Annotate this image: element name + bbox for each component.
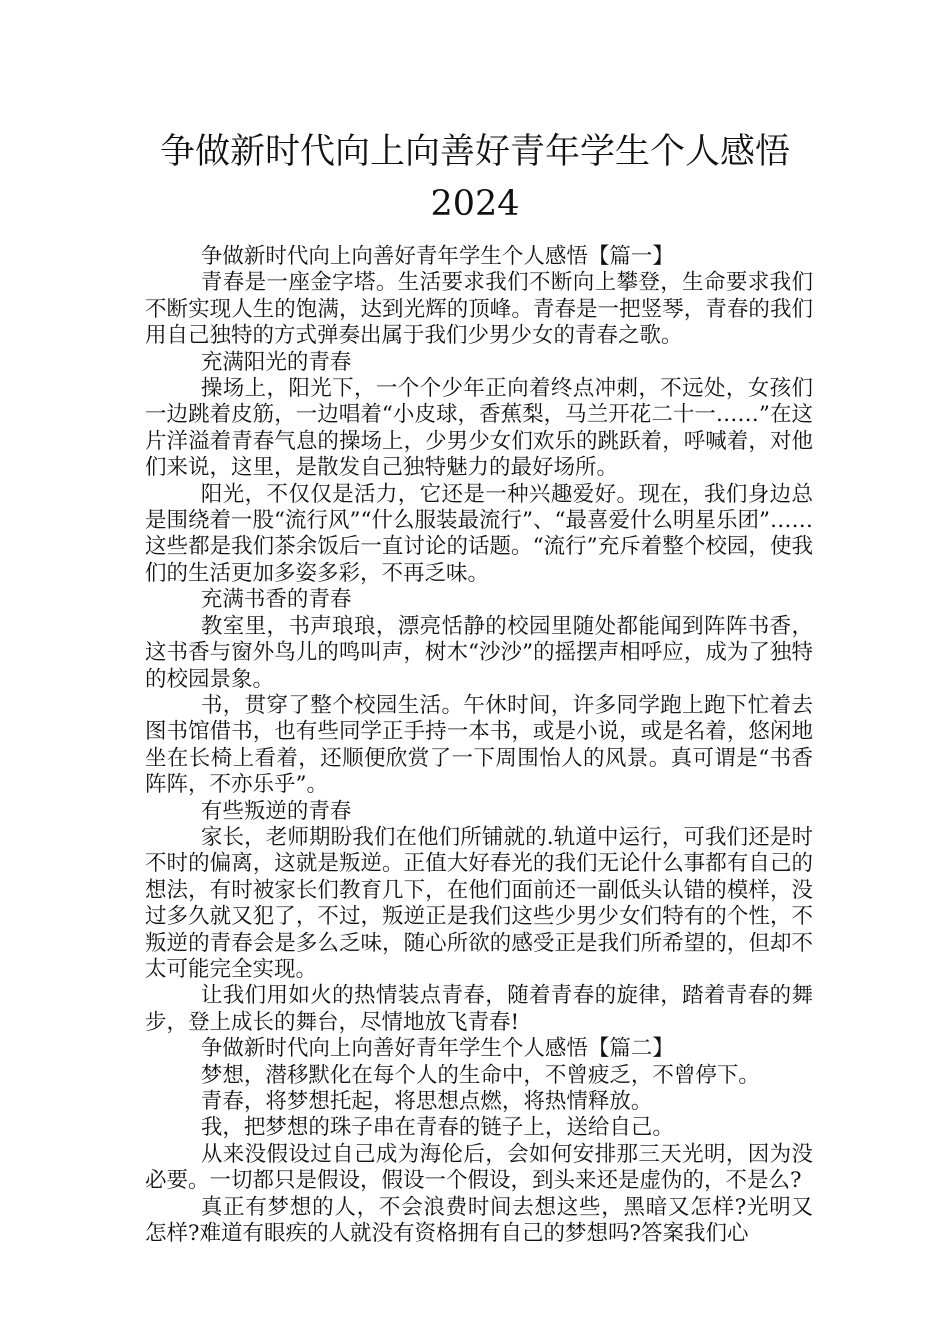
body-paragraph: 真正有梦想的人，不会浪费时间去想这些，黑暗又怎样?光明又怎样?难道有眼疾的人就没有资格拥有自己的梦想吗?答案我们心: [145, 1194, 813, 1247]
body-paragraph: 操场上，阳光下，一个个少年正向着终点冲刺，不远处，女孩们一边跳着皮筋，一边唱着“小皮球，香蕉梨，马兰开花二十一……”在这片洋溢着青春气息的操场上，少男少女们欢乐的跳跃着，呼喊着，对他们来说，这里，是散发自己独特魅力的最好场所。: [145, 376, 813, 481]
body-paragraph: 家长，老师期盼我们在他们所铺就的.轨道中运行，可我们还是时不时的偏离，这就是叛逆。正值大好春光的我们无论什么事都有自己的想法，有时被家长们教育几下，在他们面前还一副低头认错的模样，没过多久就又犯了，不过，叛逆正是我们这些少男少女们特有的个性，不叛逆的青春会是多么乏味，随心所欲的感受正是我们所希望的，但却不太可能完全实现。: [145, 824, 813, 982]
body-paragraph: 从来没假设过自己成为海伦后，会如何安排那三天光明，因为没必要。一切都只是假设，假设一个假设，到头来还是虚伪的，不是么?: [145, 1141, 813, 1194]
body-paragraph: 我，把梦想的珠子串在青春的链子上，送给自己。: [200, 1115, 674, 1141]
page-title: [100, 126, 850, 230]
body-paragraph: 青春，将梦想托起，将思想点燃，将热情释放。: [200, 1089, 653, 1114]
document-body: [145, 244, 813, 1247]
body-paragraph: 让我们用如火的热情装点青春，随着青春的旋律，踏着青春的舞步，登上成长的舞台，尽情地放飞青春!: [145, 983, 813, 1035]
section-heading: 争做新时代向上向善好青年学生个人感悟【篇一】: [200, 244, 674, 269]
title-line-1: 争做新时代向上向善好青年学生个人感悟: [159, 132, 790, 172]
body-paragraph: 青春是一座金字塔。生活要求我们不断向上攀登，生命要求我们不断实现人生的饱满，达到光辉的顶峰。青春是一把竖琴，青春的我们用自己独特的方式弹奏出属于我们少男少女的青春之歌。: [145, 270, 813, 349]
body-paragraph: 阳光，不仅仅是活力，它还是一种兴趣爱好。现在，我们身边总是围绕着一股“流行风”“什么服装最流行”、“最喜爱什么明星乐团”……这些都是我们茶余饭后一直讨论的话题。“流行”充斥着整个校园，使我们的生活更加多姿多彩，不再乏味。: [145, 481, 813, 586]
subsection-heading: 充满阳光的青春: [200, 349, 352, 375]
body-paragraph: 书，贯穿了整个校园生活。午休时间，许多同学跑上跑下忙着去图书馆借书，也有些同学正手持一本书，或是小说，或是名着，悠闲地坐在长椅上看着，还顺便欣赏了一下周围怡人的风景。真可谓是“书香阵阵，不亦乐乎”。: [145, 692, 813, 798]
subsection-heading: 充满书香的青春: [200, 587, 352, 613]
subsection-heading: 有些叛逆的青春: [200, 798, 352, 824]
body-paragraph: 教室里，书声琅琅，漂亮恬静的校园里随处都能闻到阵阵书香，这书香与窗外鸟儿的鸣叫声，树木“沙沙”的摇摆声相呼应，成为了独特的校园景象。: [145, 613, 813, 692]
title-line-2: 2024: [430, 184, 520, 224]
body-paragraph: 梦想，潜移默化在每个人的生命中，不曾疲乏，不曾停下。: [200, 1062, 760, 1088]
section-heading: 争做新时代向上向善好青年学生个人感悟【篇二】: [200, 1036, 674, 1062]
